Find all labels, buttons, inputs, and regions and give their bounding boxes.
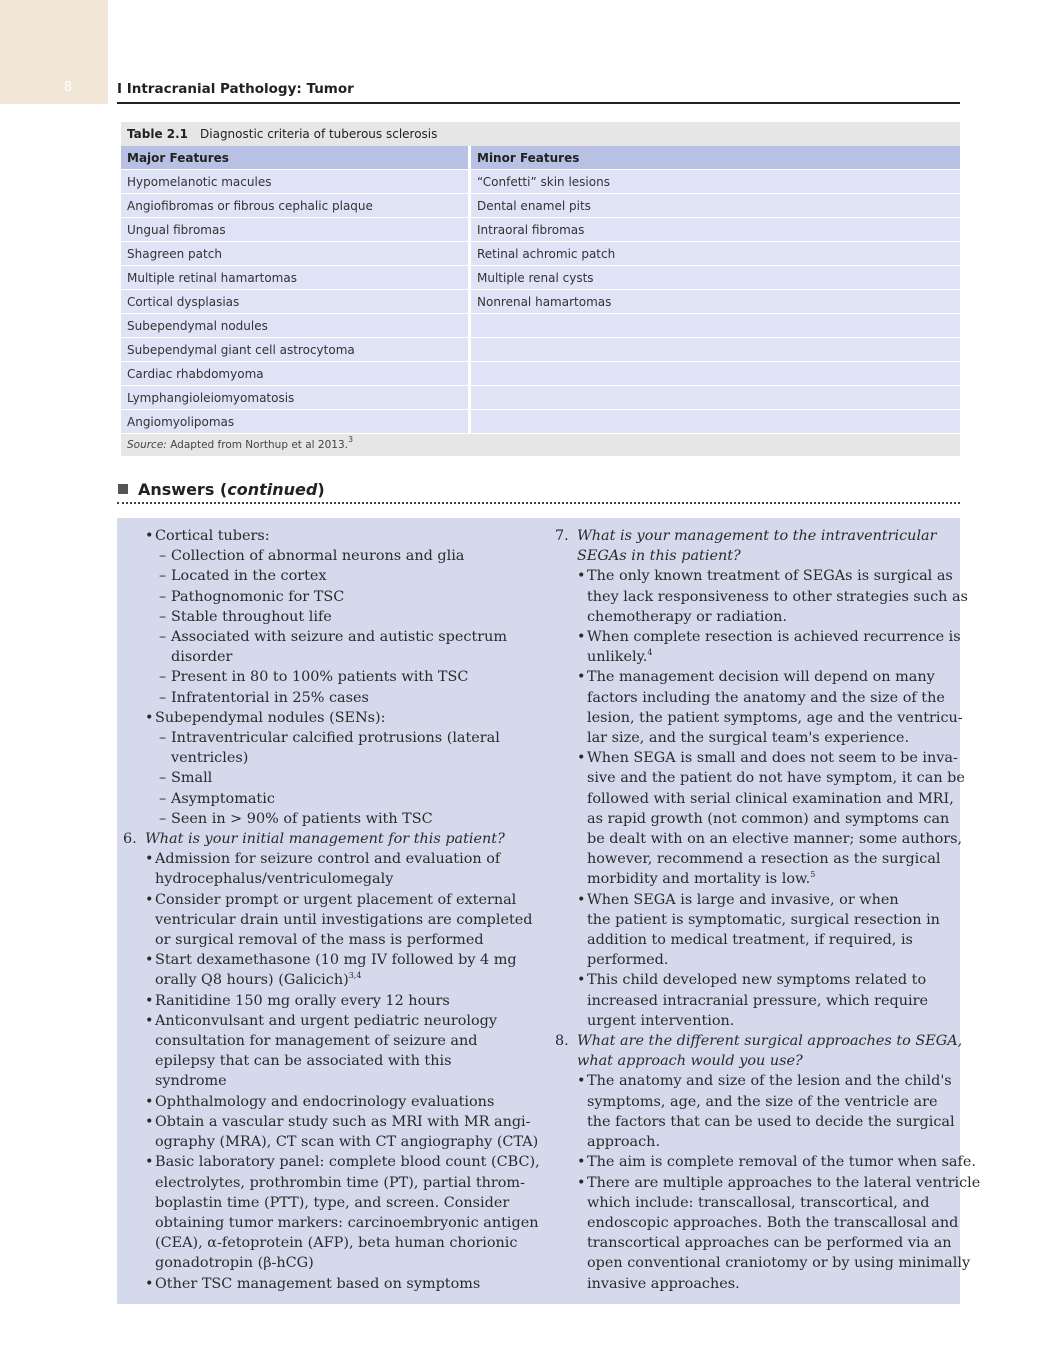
line-text: When SEGA is large and invasive, or when	[587, 891, 899, 908]
continuation-line	[123, 970, 523, 990]
major-feature-cell: Hypomelanotic macules	[121, 170, 471, 194]
bullet-marker: –	[159, 669, 167, 686]
bullet-marker: •	[577, 568, 586, 585]
bullet-line	[123, 688, 523, 708]
bullet-line	[123, 950, 523, 970]
bullet-line	[123, 546, 523, 566]
bullet-line	[123, 768, 523, 788]
bullet-marker: –	[159, 629, 167, 646]
table-row	[121, 386, 960, 410]
line-text: consultation for management of seizure and	[155, 1033, 478, 1050]
line-text: invasive approaches.	[587, 1275, 740, 1292]
major-feature-cell: Multiple retinal hamartomas	[121, 266, 471, 290]
major-feature-cell: Lymphangioleiomyomatosis	[121, 386, 471, 410]
continuation-line	[123, 1071, 523, 1091]
question-number: 7.	[555, 528, 569, 544]
continuation-line	[123, 1173, 523, 1193]
minor-feature-cell	[471, 338, 960, 362]
table-row	[121, 194, 960, 218]
bullet-line	[555, 970, 955, 990]
minor-feature-cell: “Confetti” skin lesions	[471, 170, 960, 194]
bullet-marker: •	[145, 709, 154, 726]
page-number: 8	[64, 80, 73, 95]
bullet-line	[123, 890, 523, 910]
line-text: endoscopic approaches. Both the transcallosal and	[587, 1214, 959, 1231]
line-text: addition to medical treatment, if required, is	[587, 932, 913, 949]
line-text: Collection of abnormal neurons and glia	[171, 548, 465, 565]
square-bullet-icon	[118, 484, 128, 494]
line-text: Pathognomonic for TSC	[171, 588, 345, 605]
question-line	[555, 1031, 963, 1051]
bullet-line	[123, 1274, 523, 1294]
question-continuation	[555, 1051, 955, 1071]
line-text: Subependymal nodules (SENs):	[155, 709, 386, 726]
table-caption	[121, 122, 960, 146]
continuation-line	[555, 869, 955, 889]
bullet-marker: –	[159, 730, 167, 747]
continuation-line	[123, 748, 523, 768]
bullet-marker: –	[159, 568, 167, 585]
line-text: open conventional craniotomy or by using minimally	[587, 1255, 971, 1272]
line-text: symptoms, age, and the size of the ventricle are	[587, 1093, 938, 1110]
major-feature-cell: Angiofibromas or fibrous cephalic plaque	[121, 194, 471, 218]
line-text: lesion, the patient symptoms, age and the ventricu-	[587, 709, 963, 726]
minor-feature-cell	[471, 362, 960, 386]
line-text: lar size, and the surgical team's experience.	[587, 730, 910, 747]
table-row	[121, 362, 960, 386]
major-feature-cell: Subependymal nodules	[121, 314, 471, 338]
major-feature-cell: Cardiac rhabdomyoma	[121, 362, 471, 386]
line-text: factors including the anatomy and the size of the	[587, 689, 945, 706]
bullet-marker: •	[145, 1093, 154, 1110]
line-text: as rapid growth (not common) and symptoms can	[587, 810, 950, 827]
criteria-table-block	[121, 122, 960, 456]
bullet-marker: •	[577, 629, 586, 646]
continuation-line	[555, 950, 955, 970]
bullet-line	[123, 728, 523, 748]
bullet-line	[123, 607, 523, 627]
bullet-marker: –	[159, 588, 167, 605]
source-text: Adapted from Northup et al 2013.	[170, 439, 348, 451]
line-text: Ranitidine 150 mg orally every 12 hours	[155, 992, 450, 1009]
section-paren-open: (	[214, 480, 228, 499]
continuation-line	[555, 930, 955, 950]
line-text: ventricles)	[171, 750, 249, 767]
line-text: the factors that can be used to decide the surgical	[587, 1113, 955, 1130]
bullet-marker: •	[577, 669, 586, 686]
minor-feature-cell: Multiple renal cysts	[471, 266, 960, 290]
line-text: What are the different surgical approaches to SEGA,	[577, 1033, 963, 1050]
continuation-line	[555, 849, 955, 869]
line-text: Anticonvulsant and urgent pediatric neurology	[155, 1012, 497, 1029]
bullet-line	[123, 708, 523, 728]
minor-feature-cell	[471, 410, 960, 434]
line-text: be dealt with on an elective manner; some authors,	[587, 831, 963, 848]
table-row	[121, 266, 960, 290]
bullet-marker: •	[145, 1275, 154, 1292]
bullet-marker: –	[159, 810, 167, 827]
continuation-line	[555, 910, 955, 930]
bullet-line	[555, 566, 955, 586]
continuation-line	[555, 1193, 955, 1213]
table-row	[121, 290, 960, 314]
line-text: syndrome	[155, 1073, 227, 1090]
minor-feature-cell: Retinal achromic patch	[471, 242, 960, 266]
reference-superscript: 4	[647, 648, 653, 658]
source-ref: 3	[348, 435, 354, 444]
line-text: performed.	[587, 952, 669, 969]
criteria-table	[121, 146, 960, 434]
line-text: chemotherapy or radiation.	[587, 608, 787, 625]
continuation-line	[555, 587, 968, 607]
reference-superscript: 3,4	[348, 971, 362, 981]
line-text: disorder	[171, 649, 233, 666]
major-feature-cell: Shagreen patch	[121, 242, 471, 266]
question-number: 6.	[123, 831, 137, 848]
continuation-line	[555, 829, 963, 849]
line-text: transcortical approaches can be performed via an	[587, 1235, 952, 1252]
bullet-line	[123, 1152, 540, 1172]
bullet-marker: –	[159, 689, 167, 706]
table-row	[121, 410, 960, 434]
bullet-marker: •	[577, 1174, 586, 1191]
line-text: Ophthalmology and endocrinology evaluations	[155, 1093, 495, 1110]
line-text: approach.	[587, 1134, 661, 1151]
minor-feature-cell	[471, 314, 960, 338]
bullet-marker: •	[145, 1113, 154, 1130]
bullet-line	[555, 667, 955, 687]
line-text: epilepsy that can be associated with this	[155, 1053, 452, 1070]
bullet-marker: •	[577, 1154, 586, 1171]
line-text: The management decision will depend on many	[587, 669, 935, 686]
line-text: the patient is symptomatic, surgical resection in	[587, 911, 940, 928]
column-header-minor: Minor Features	[471, 146, 960, 170]
section-paren-close: )	[317, 480, 325, 499]
line-text: obtaining tumor markers: carcinoembryonic antigen	[155, 1214, 539, 1231]
bullet-line	[123, 991, 523, 1011]
bullet-marker: •	[145, 1012, 154, 1029]
bullet-line	[555, 748, 958, 768]
answers-box	[117, 518, 981, 1304]
continuation-line	[555, 607, 955, 627]
line-text: The anatomy and size of the lesion and the child's	[587, 1073, 952, 1090]
continuation-line	[555, 768, 965, 788]
continuation-line	[555, 1011, 955, 1031]
line-text: What is your management to the intraventricular	[577, 528, 937, 544]
bullet-line	[123, 1112, 531, 1132]
minor-feature-cell: Dental enamel pits	[471, 194, 960, 218]
continuation-line	[123, 1233, 523, 1253]
reference-superscript: 5	[810, 870, 816, 880]
line-text: (CEA), α-fetoprotein (AFP), beta human chorionic	[155, 1235, 518, 1252]
minor-feature-cell	[471, 386, 960, 410]
line-text: The aim is complete removal of the tumor when safe.	[587, 1154, 976, 1171]
source-label: Source:	[127, 439, 167, 451]
table-row	[121, 218, 960, 242]
continuation-line	[555, 1213, 959, 1233]
continuation-line	[555, 1253, 971, 1273]
line-text: urgent intervention.	[587, 1012, 735, 1029]
running-header: I Intracranial Pathology: Tumor	[117, 81, 354, 97]
bullet-line	[123, 1011, 523, 1031]
bullet-marker: –	[159, 770, 167, 787]
question-number: 8.	[555, 1033, 569, 1050]
line-text: gonadotropin (β-hCG)	[155, 1255, 314, 1272]
line-text: which include: transcallosal, transcortical, and	[587, 1194, 930, 1211]
line-text: boplastin time (PTT), type, and screen. Consider	[155, 1194, 510, 1211]
line-text: Small	[171, 770, 213, 787]
line-text: Present in 80 to 100% patients with TSC	[171, 669, 469, 686]
line-text: Start dexamethasone (10 mg IV followed by 4 mg	[155, 952, 517, 969]
minor-feature-cell: Nonrenal hamartomas	[471, 290, 960, 314]
continuation-line	[123, 1051, 523, 1071]
continuation-line	[555, 1092, 955, 1112]
column-header-major: Major Features	[121, 146, 471, 170]
line-text: The only known treatment of SEGAs is surgical as	[587, 568, 953, 585]
bullet-line	[123, 809, 523, 829]
section-continued: continued	[227, 480, 318, 499]
bullet-line	[555, 1173, 981, 1193]
continuation-line	[555, 1132, 955, 1152]
table-row	[121, 338, 960, 362]
line-text: Basic laboratory panel: complete blood count (CBC),	[155, 1154, 540, 1171]
table-label: Table 2.1	[127, 127, 189, 141]
line-text: Consider prompt or urgent placement of external	[155, 891, 517, 908]
bullet-line	[123, 849, 523, 869]
line-text: When complete resection is achieved recurrence is	[587, 629, 961, 646]
section-title: Answers	[138, 480, 215, 499]
bullet-line	[555, 627, 961, 647]
line-text: Other TSC management based on symptoms	[155, 1275, 481, 1292]
line-text: Infratentorial in 25% cases	[171, 689, 369, 706]
bullet-line	[123, 627, 523, 647]
major-feature-cell: Subependymal giant cell astrocytoma	[121, 338, 471, 362]
line-text: There are multiple approaches to the lateral ventricle	[587, 1174, 981, 1191]
continuation-line	[123, 869, 523, 889]
line-text: morbidity and mortality is low.	[587, 871, 811, 888]
continuation-line	[555, 688, 955, 708]
bullet-line	[555, 1071, 955, 1091]
question-line	[555, 526, 955, 546]
major-feature-cell: Angiomyolipomas	[121, 410, 471, 434]
line-text: Located in the cortex	[171, 568, 327, 585]
table-header-row	[121, 146, 960, 170]
bullet-marker: •	[145, 851, 154, 868]
continuation-line	[123, 910, 533, 930]
header-rule	[117, 102, 960, 104]
bullet-marker: •	[145, 528, 154, 544]
minor-feature-cell: Intraoral fibromas	[471, 218, 960, 242]
line-text: This child developed new symptoms related to	[587, 972, 927, 989]
bullet-marker: •	[145, 952, 154, 969]
continuation-line	[555, 991, 955, 1011]
line-text: orally Q8 hours) (Galicich)	[155, 972, 349, 989]
line-text: hydrocephalus/ventriculomegaly	[155, 871, 394, 888]
continuation-line	[555, 647, 955, 667]
table-row	[121, 170, 960, 194]
bullet-marker: •	[145, 891, 154, 908]
line-text: they lack responsiveness to other strategies such as	[587, 588, 968, 605]
bullet-marker: •	[577, 1073, 586, 1090]
continuation-line	[555, 1112, 955, 1132]
question-continuation	[555, 546, 955, 566]
bullet-marker: •	[145, 992, 154, 1009]
major-feature-cell: Cortical dysplasias	[121, 290, 471, 314]
line-text: Admission for seizure control and evaluation of	[155, 851, 501, 868]
continuation-line	[555, 789, 955, 809]
line-text: followed with serial clinical examination and MRI,	[587, 790, 954, 807]
bullet-line	[123, 526, 523, 546]
line-text: What is your initial management for this patient?	[145, 831, 505, 848]
line-text: Cortical tubers:	[155, 528, 270, 544]
continuation-line	[555, 809, 955, 829]
answers-right-column	[555, 526, 981, 1294]
table-caption-text: Diagnostic criteria of tuberous sclerosis	[200, 127, 438, 141]
line-text: Intraventricular calcified protrusions (lateral	[171, 730, 500, 747]
line-text: increased intracranial pressure, which require	[587, 992, 929, 1009]
dotted-divider	[117, 502, 960, 504]
bullet-line	[123, 667, 523, 687]
table-body	[121, 170, 960, 434]
bullet-line	[123, 566, 523, 586]
bullet-line	[123, 789, 523, 809]
continuation-line	[123, 1031, 523, 1051]
bullet-marker: –	[159, 790, 167, 807]
bullet-marker: •	[145, 1154, 154, 1171]
line-text: ventricular drain until investigations are completed	[155, 911, 533, 928]
line-text: electrolytes, prothrombin time (PT), partial throm-	[155, 1174, 525, 1191]
table-row	[121, 314, 960, 338]
line-text: ography (MRA), CT scan with CT angiography (CTA)	[155, 1134, 539, 1151]
bullet-marker: •	[577, 972, 586, 989]
line-text: what approach would you use?	[577, 1053, 803, 1070]
table-row	[121, 242, 960, 266]
line-text: Associated with seizure and autistic spectrum	[171, 629, 508, 646]
line-text: unlikely.	[587, 649, 648, 666]
line-text: however, recommend a resection as the surgical	[587, 851, 941, 868]
answers-left-column	[123, 526, 540, 1294]
continuation-line	[555, 708, 963, 728]
continuation-line	[555, 1274, 955, 1294]
bullet-marker: –	[159, 608, 167, 625]
bullet-marker: –	[159, 548, 167, 565]
continuation-line	[123, 1253, 523, 1273]
bullet-line	[123, 587, 523, 607]
bullet-line	[123, 1092, 523, 1112]
continuation-line	[123, 1193, 523, 1213]
line-text: sive and the patient do not have symptom, it can be	[587, 770, 965, 787]
line-text: Stable throughout life	[171, 608, 332, 625]
continuation-line	[555, 1233, 955, 1253]
line-text: Asymptomatic	[171, 790, 275, 807]
line-text: SEGAs in this patient?	[577, 548, 741, 565]
continuation-line	[123, 1213, 539, 1233]
line-text: Obtain a vascular study such as MRI with MR angi-	[155, 1113, 531, 1130]
continuation-line	[555, 728, 955, 748]
table-source	[121, 434, 960, 456]
section-heading	[118, 480, 325, 499]
line-text: or surgical removal of the mass is performed	[155, 932, 484, 949]
line-text: Seen in > 90% of patients with TSC	[171, 810, 433, 827]
question-line	[123, 829, 523, 849]
major-feature-cell: Ungual fibromas	[121, 218, 471, 242]
bullet-line	[555, 1152, 976, 1172]
continuation-line	[123, 647, 523, 667]
bullet-marker: •	[577, 891, 586, 908]
continuation-line	[123, 930, 523, 950]
continuation-line	[123, 1132, 539, 1152]
line-text: When SEGA is small and does not seem to be inva-	[587, 750, 958, 767]
bullet-marker: •	[577, 750, 586, 767]
bullet-line	[555, 890, 955, 910]
